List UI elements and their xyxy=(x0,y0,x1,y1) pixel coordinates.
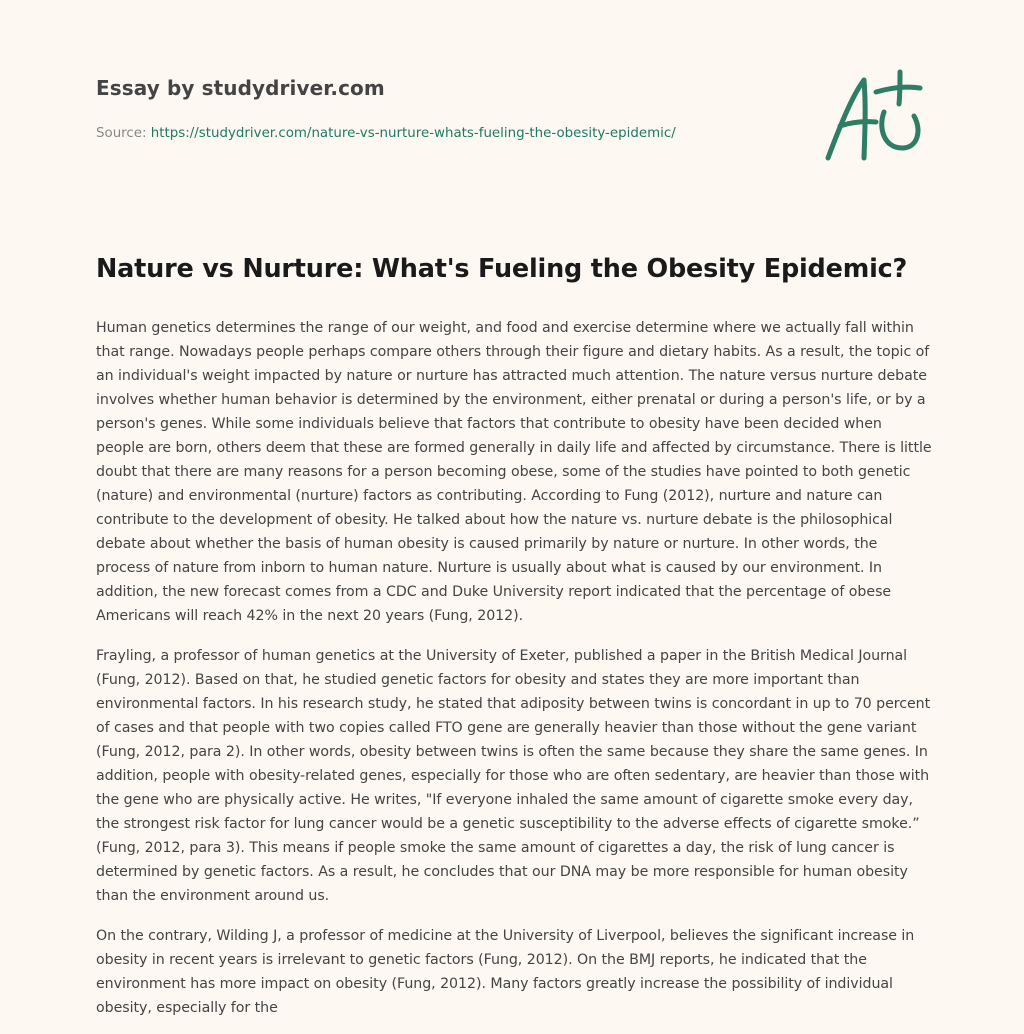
article-paragraph: On the contrary, Wilding J, a professor of medicine at the University of Liverpool, believes the significant increase in obesity in recent years is irrelevant to genetic factors (Fung, 2012). On the BMJ reports, he indicated that the environment has more impact on obesity (Fung, 2012). Many factors greatly increase the possibility of individual obesity, especially for the xyxy=(96,928,915,1016)
article-body xyxy=(96,316,932,1034)
source-link[interactable]: https://studydriver.com/nature-vs-nurture-whats-fueling-the-obesity-epidemic/ xyxy=(150,126,676,141)
article-title: Nature vs Nurture: What's Fueling the Obesity Epidemic? xyxy=(96,254,908,284)
article-paragraph: Frayling, a professor of human genetics at the University of Exeter, published a paper in the British Medical Journal (Fung, 2012). Based on that, he studied genetic factors for obesity and states they are more important than environmental factors. In his research study, he stated that adiposity between twins is concordant in up to 70 percent of cases and that people with two copies called FTO gene are generally heavier than those without the gene variant (Fung, 2012, para 2). In other words, obesity between twins is often the same because they share the same genes. In addition, people with obesity-related genes, especially for those who are often sedentary, are heavier than those with the gene who are physically active. He writes, "If everyone inhaled the same amount of cigarette smoke every day, the strongest risk factor for lung cancer would be a genetic susceptibility to the adverse effects of cigarette smoke.” (Fung, 2012, para 3). This means if people smoke the same amount of cigarettes a day, the risk of lung cancer is determined by genetic factors. As a result, he concludes that our DNA may be more responsible for human obesity than the environment around us. xyxy=(96,648,931,904)
article-paragraph: Human genetics determines the range of our weight, and food and exercise determine where we actually fall within that range. Nowadays people perhaps compare others through their figure and dietary habits. As a result, the topic of an individual's weight impacted by nature or nurture has attracted much attention. The nature versus nurture debate involves whether human behavior is determined by the environment, either prenatal or during a person's life, or by a person's genes. While some individuals believe that factors that contribute to obesity have been decided when people are born, others deem that these are formed generally in daily life and affected by circumstance. There is little doubt that there are many reasons for a person becoming obese, some of the studies have pointed to both genetic (nature) and environmental (nurture) factors as contributing. According to Fung (2012), nurture and nature can contribute to the development of obesity. He talked about how the nature vs. nurture debate is the philosophical debate about whether the basis of human obesity is caused primarily by nature or nurture. In other words, the process of nature from inborn to human nature. Nurture is usually about what is caused by our environment. In addition, the new forecast comes from a CDC and Duke University report indicated that the percentage of obese Americans will reach 42% in the next 20 years (Fung, 2012). xyxy=(96,320,932,624)
brand-title: Essay by studydriver.com xyxy=(96,76,385,100)
source-line xyxy=(96,126,796,141)
source-label: Source: xyxy=(96,126,147,141)
a-plus-logo-icon xyxy=(818,66,930,166)
essay-header xyxy=(96,76,796,141)
